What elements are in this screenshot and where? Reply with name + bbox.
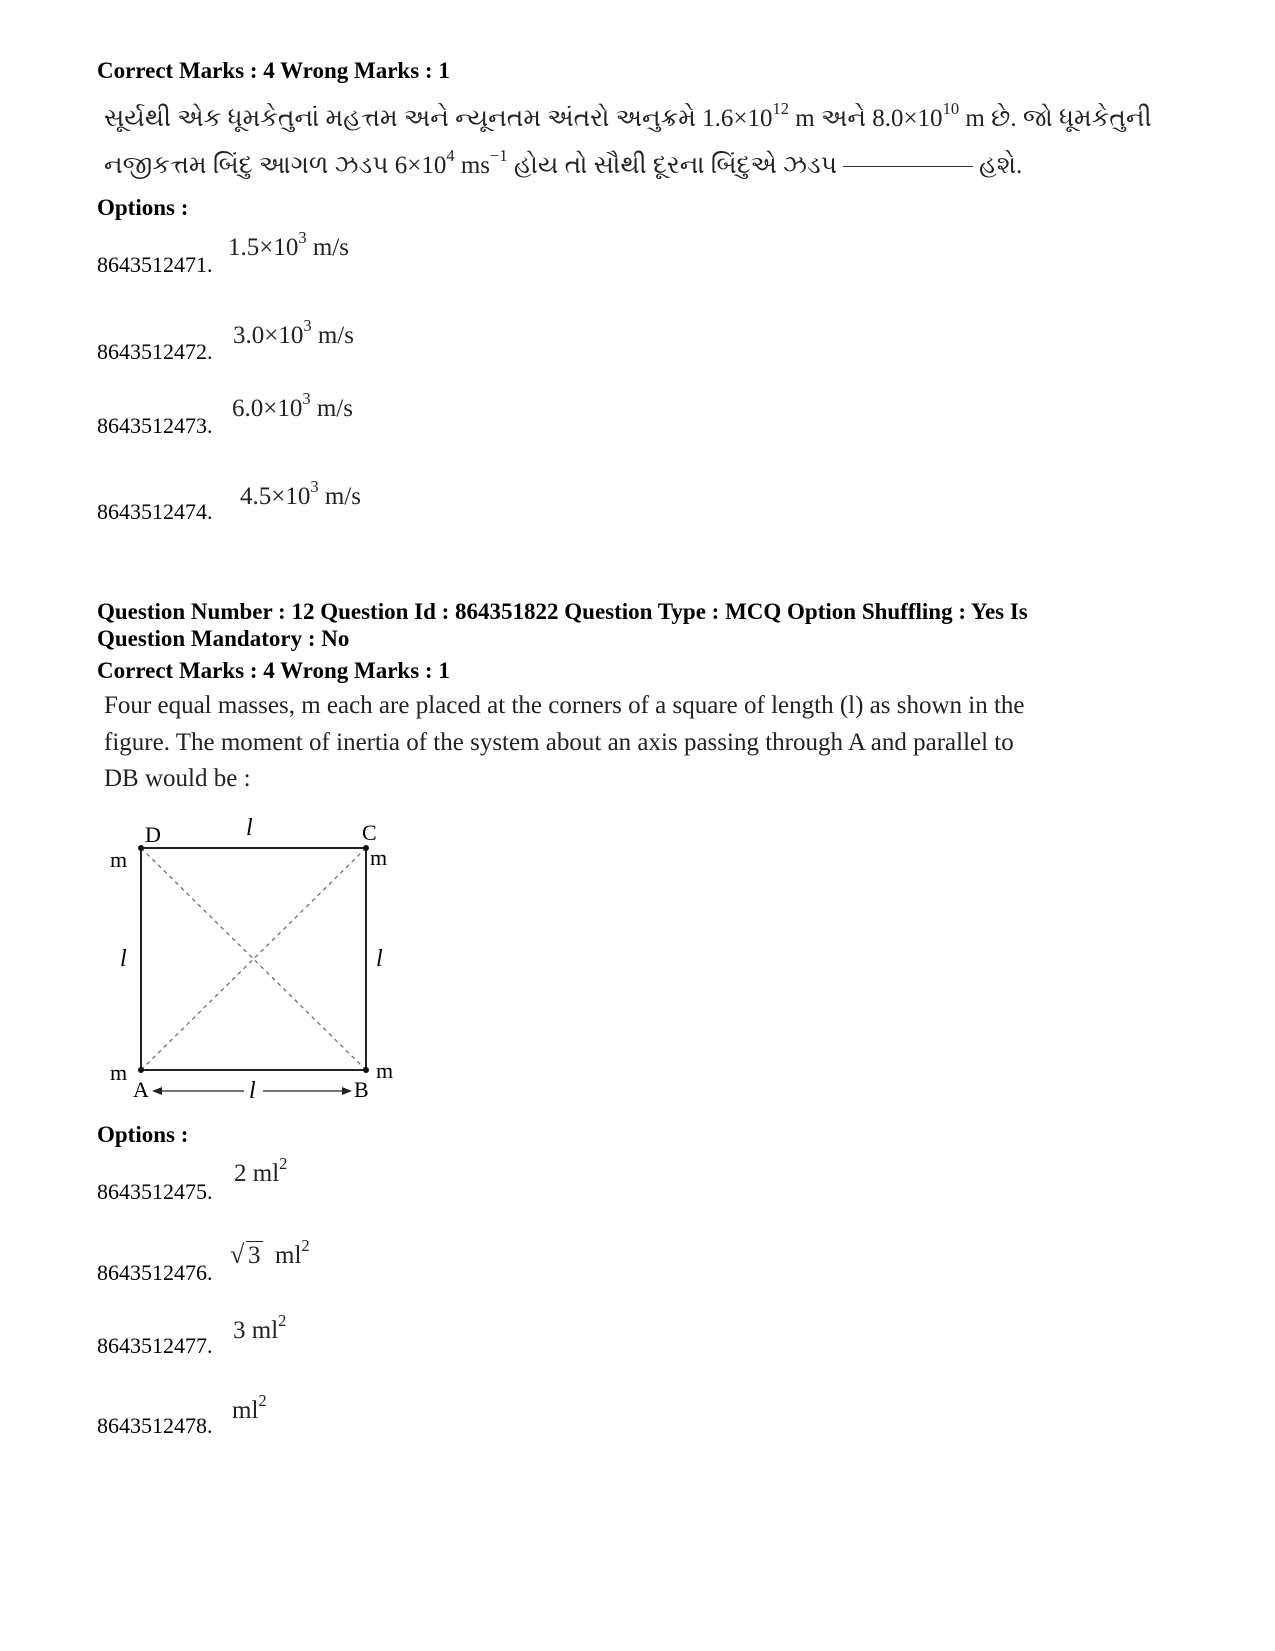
- dimension-arrow-right: [342, 1087, 352, 1095]
- square-outline: [141, 848, 366, 1070]
- corner-label-a: A: [133, 1077, 149, 1102]
- q12-marks: Correct Marks : 4 Wrong Marks : 1: [97, 658, 450, 683]
- q12-option-4-id: 8643512478.: [97, 1413, 213, 1438]
- q12-option-1-id: 8643512475.: [97, 1179, 213, 1204]
- q11-text-line1: સૂર્યથી એક ધૂમકેતુનાં મહત્તમ અને ન્યૂનતમ અંતરો અનુક્રમે $1.6\times 10^{12}$ m અને $8.0\times 10^{10}$ m છે. જો ધૂમકેતુની: [104, 99, 1152, 132]
- q12-header-line1: Question Number : 12 Question Id : 864351822 Question Type : MCQ Option Shuffling : Yes Is: [97, 599, 1028, 624]
- q11-option-1-id: 8643512471.: [97, 252, 213, 277]
- side-label-right: l: [376, 946, 383, 972]
- q12-option-2-id: 8643512476.: [97, 1260, 213, 1285]
- diagonal-ca: [141, 848, 366, 1070]
- q11-text-line2: નજીકત્તમ બિંદુ આગળ ઝડપ $6\times 10^4$ $ms^{-1}$ હોય તો સૌથી દૂરના બિંદુએ ઝડપ હશે.: [104, 146, 1023, 179]
- corner-label-b: B: [354, 1077, 369, 1102]
- corner-label-d: D: [145, 822, 161, 847]
- q12-header-line2: Question Mandatory : No: [97, 626, 350, 651]
- q11-marks: Correct Marks : 4 Wrong Marks : 1: [97, 58, 450, 83]
- q11-option-2-id: 8643512472.: [97, 339, 213, 364]
- q11-option-4-id: 8643512474.: [97, 499, 213, 524]
- q11-option-2-value: $3.0\times 10^3$ m/s: [233, 316, 354, 349]
- mass-label-a: m: [110, 1060, 128, 1085]
- q12-text-line2: figure. The moment of inertia of the system about an axis passing through A and parallel to: [104, 729, 1014, 756]
- q11-option-3-value: $6.0\times 10^3$ m/s: [232, 389, 353, 422]
- mass-label-c: m: [370, 845, 388, 870]
- corner-label-c: C: [362, 820, 377, 845]
- side-label-bottom: l: [249, 1078, 256, 1104]
- dimension-arrow-left: [152, 1087, 162, 1095]
- q12-option-3-value: 3 $ml^2$: [233, 1311, 287, 1344]
- side-label-top: l: [246, 815, 253, 841]
- side-label-left: l: [120, 946, 127, 972]
- q12-options-label: Options :: [97, 1122, 189, 1147]
- q12-option-3-id: 8643512477.: [97, 1333, 213, 1358]
- mass-dot-c: [363, 845, 369, 851]
- q12-option-4-value: $ml^2$: [232, 1391, 267, 1424]
- q12-text-line3: DB would be :: [104, 765, 251, 792]
- mass-label-b: m: [376, 1058, 394, 1083]
- sqrt-symbol: √ 3: [230, 1242, 263, 1270]
- mass-dot-a: [138, 1067, 144, 1073]
- square-masses-figure: [100, 810, 420, 1110]
- q11-options-label: Options :: [97, 195, 189, 220]
- q12-text-line1: Four equal masses, m each are placed at the corners of a square of length (l) as shown in the: [104, 692, 1025, 719]
- q12-option-1-value: 2 $ml^2$: [234, 1154, 288, 1187]
- mass-dot-b: [363, 1067, 369, 1073]
- q11-option-4-value: $4.5\times 10^3$ m/s: [240, 477, 361, 510]
- mass-dot-d: [138, 845, 144, 851]
- diagonal-db: [141, 848, 366, 1070]
- mass-label-d: m: [110, 847, 128, 872]
- q12-option-2-value: √ 3 $ml^2$: [230, 1242, 310, 1270]
- q11-option-3-id: 8643512473.: [97, 413, 213, 438]
- answer-blank: [843, 166, 973, 167]
- q11-option-1-value: $1.5\times 10^3$ m/s: [228, 228, 349, 261]
